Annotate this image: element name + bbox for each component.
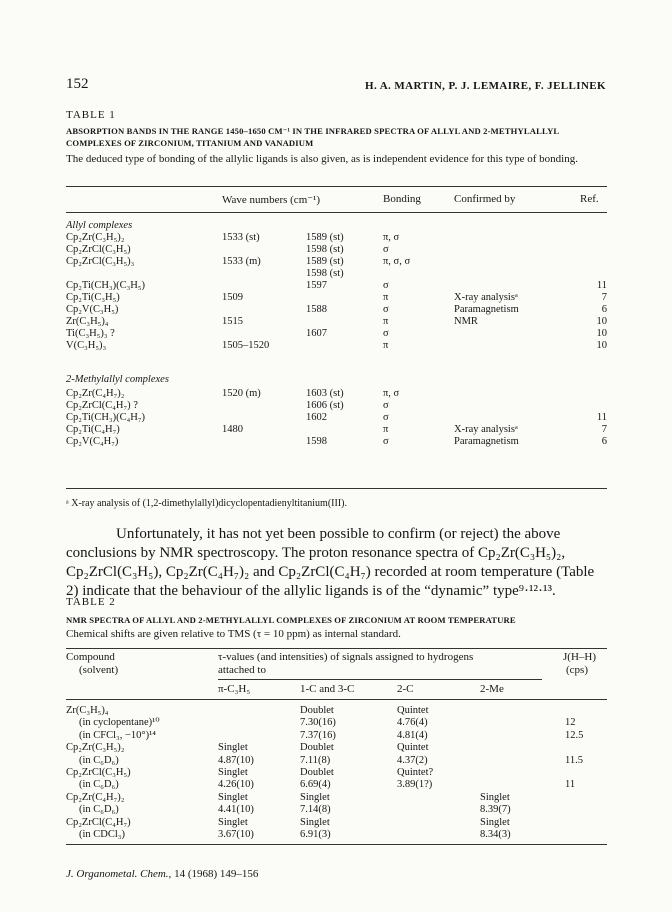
table1-cell-ref: 10 <box>596 328 607 339</box>
running-head: H. A. MARTIN, P. J. LEMAIRE, F. JELLINEK <box>365 80 606 92</box>
table2-cell-b: 3.89(1?) <box>397 779 433 791</box>
page-number: 152 <box>66 76 89 92</box>
table1-cell-w2: 1598 <box>306 436 327 447</box>
table1-cell-b: π, σ <box>383 388 400 399</box>
table1-cell-b: σ <box>383 304 389 315</box>
table2-cell-c: Cp₂Zr(C₃H₅)₂ <box>66 742 125 754</box>
table2-cell-c: (in C₆D₆) <box>79 804 119 816</box>
table2-cell-c: (in C₆D₆) <box>79 779 119 791</box>
table1-cell-b: σ <box>383 328 389 339</box>
table2-cell-j: 11.5 <box>565 754 583 766</box>
table1-cell-c: Cp₂ZrCl(C₄H₇) ? <box>66 400 138 411</box>
table1-cell-c: Cp₂ZrCl(C₃H₅) <box>66 244 131 255</box>
table1-cell-w2: 1588 <box>306 304 327 315</box>
table2-caption: Chemical shifts are given relative to TMS (τ = 10 ppm) as internal standard. <box>66 628 401 640</box>
table1-cell-conf: Paramagnetism <box>454 304 519 315</box>
table1-cell-ref: 7 <box>601 424 607 435</box>
table1-cell-w2: 1598 (st) <box>306 268 344 279</box>
table2-cell-p: 4.26(10) <box>218 779 254 791</box>
table1-cell-w1: 1515 <box>222 316 243 327</box>
table1-cell-b: π <box>383 316 389 327</box>
table1-header-rule <box>66 212 607 213</box>
table1-caption-caps: ABSORPTION BANDS IN THE RANGE 1450–1650 CM⁻¹ IN THE INFRARED SPECTRA OF ALLYL AND 2-METHYLALLYL COMPLEXES OF ZIRCONIUM, TITANIUM AND VANADIUM <box>66 126 559 148</box>
table2-subheader-2c: 2-C <box>397 683 414 695</box>
table2-cell-a: Singlet <box>300 791 330 803</box>
table1-footnote: ᵃ X-ray analysis of (1,2-dimethylallyl)dicyclopentadienyltitanium(III). <box>66 498 347 509</box>
table1-cell-ref: 7 <box>601 292 607 303</box>
table1-cell-b: σ <box>383 400 389 411</box>
table2-cell-m: Singlet <box>480 816 510 828</box>
table2-cell-b: 4.37(2) <box>397 754 428 766</box>
table1-header-confirmed: Confirmed by <box>454 193 516 205</box>
table2-header-rule <box>66 699 607 700</box>
table1-section-allyl: Allyl complexes <box>66 220 133 231</box>
table2-cell-b: 4.76(4) <box>397 717 428 729</box>
table2-cell-a: Doublet <box>300 705 334 716</box>
table2-label: TABLE 2 <box>66 596 116 608</box>
table2-cell-c: Cp₂Zr(C₄H₇)₂ <box>66 791 125 803</box>
table1-cell-ref: 11 <box>596 280 607 291</box>
table1-cell-w1: 1520 (m) <box>222 388 261 399</box>
journal-name: J. Organometal. Chem., <box>66 868 172 880</box>
table1-cell-ref: 6 <box>601 304 607 315</box>
table1-cell-b: π, σ, σ <box>383 256 411 267</box>
table2-subheader-2me: 2-Me <box>480 683 504 695</box>
table1-cell-conf: X-ray analysisᵃ <box>454 424 518 435</box>
table2-cell-c: (in CFCl₃, −10°)¹⁴ <box>79 729 156 741</box>
table2-cell-p: Singlet <box>218 742 248 754</box>
table2-cell-c: Cp₂ZrCl(C₄H₇) <box>66 816 131 828</box>
table1-cell-c: Cp₂Ti(C₃H₅) <box>66 292 120 303</box>
table2-cell-b: 4.81(4) <box>397 729 428 741</box>
table1-cell-conf: NMR <box>454 316 478 327</box>
table2-cell-m: 8.39(7) <box>480 804 511 816</box>
table1-cell-conf: Paramagnetism <box>454 436 519 447</box>
table1-cell-w2: 1606 (st) <box>306 400 344 411</box>
table1-cell-c: Cp₂V(C₃H₅) <box>66 304 119 315</box>
table2-subheader-1c3c: 1-C and 3-C <box>300 683 355 695</box>
table1-cell-w1: 1480 <box>222 424 243 435</box>
table2-subheader-rule <box>218 679 542 680</box>
table1-cell-ref: 10 <box>596 340 607 351</box>
table1-cell-b: π, σ <box>383 232 400 243</box>
table2-cell-p: Singlet <box>218 816 248 828</box>
table2-header-tau-line1: τ-values (and intensities) of signals assigned to hydrogens <box>218 651 474 663</box>
table1-cell-c: Cp₂Zr(C₄H₇)₂ <box>66 388 125 399</box>
table1-cell-w1: 1533 (st) <box>222 232 260 243</box>
table1-section-methylallyl: 2-Methylallyl complexes <box>66 374 169 385</box>
table2-bottom-rule <box>66 844 607 845</box>
table2-cell-a: 7.30(16) <box>300 717 336 729</box>
table1-cell-w2: 1589 (st) <box>306 232 344 243</box>
table1-top-rule <box>66 186 607 187</box>
table1-cell-w2: 1602 <box>306 412 327 423</box>
table1-cell-conf: X-ray analysisᵃ <box>454 292 518 303</box>
table1-cell-b: σ <box>383 412 389 423</box>
table1-cell-ref: 11 <box>596 412 607 423</box>
table1-header-ref: Ref. <box>580 193 599 205</box>
journal-footer <box>66 868 258 880</box>
table2-cell-c: (in cyclopentane)¹⁰ <box>79 717 160 729</box>
table2-cell-a: Doublet <box>300 742 334 754</box>
table2-cell-j: 12 <box>565 717 576 729</box>
table2-cell-p: Singlet <box>218 791 248 803</box>
table1-cell-w2: 1607 <box>306 328 327 339</box>
table1-header-bonding: Bonding <box>383 193 421 205</box>
table1-cell-c: Cp₂Ti(CH₃)(C₄H₇) <box>66 412 146 423</box>
table2-cell-p: Singlet <box>218 767 248 778</box>
table1-bottom-rule <box>66 488 607 489</box>
table1-cell-c: Ti(C₃H₅)₃ ? <box>66 328 115 339</box>
table1-cell-c: Cp₂Ti(CH₃)(C₃H₅) <box>66 280 146 291</box>
table2-cell-a: 6.91(3) <box>300 829 331 840</box>
journal-volume: 14 (1968) 149–156 <box>174 868 259 880</box>
table1-cell-w2: 1597 <box>306 280 327 291</box>
table2-cell-c: (in CDCl₃) <box>79 829 125 840</box>
table2-cell-j: 12.5 <box>565 729 584 741</box>
table2-cell-j: 11 <box>565 779 576 791</box>
table2-cell-p: 4.87(10) <box>218 754 254 766</box>
table2-header-cps: (cps) <box>566 664 588 676</box>
table2-cell-m: 8.34(3) <box>480 829 511 840</box>
table1-cell-c: V(C₃H₅)₃ <box>66 340 107 351</box>
table2-cell-a: 7.11(8) <box>300 754 331 766</box>
table1-cell-ref: 6 <box>601 436 607 447</box>
table2-header-tau-line2: attached to <box>218 664 266 676</box>
table1-cell-b: σ <box>383 244 389 255</box>
table1-cell-w2: 1598 (st) <box>306 244 344 255</box>
table2-cell-m: Singlet <box>480 791 510 803</box>
table2-cell-b: Quintet <box>397 705 429 716</box>
table1-cell-c: Cp₂ZrCl(C₃H₅)₃ <box>66 256 135 267</box>
table2-cell-a: Doublet <box>300 767 334 778</box>
table2-cell-c: Zr(C₃H₅)₄ <box>66 705 109 716</box>
table1-cell-b: π <box>383 424 389 435</box>
table2-cell-c: (in C₆D₆) <box>79 754 119 766</box>
table1-cell-w2: 1603 (st) <box>306 388 344 399</box>
table2-cell-b: Quintet? <box>397 767 434 778</box>
table1-cell-w1: 1505–1520 <box>222 340 270 351</box>
table1-label: TABLE 1 <box>66 109 116 121</box>
table2-cell-b: Quintet <box>397 742 429 754</box>
table2-top-rule <box>66 648 607 649</box>
table2-header-jhh: J(H–H) <box>563 651 596 663</box>
table1-cell-b: π <box>383 340 389 351</box>
table1-cell-b: σ <box>383 280 389 291</box>
table2-header-solvent: (solvent) <box>79 664 119 676</box>
table2-caption-caps: NMR SPECTRA OF ALLYL AND 2-METHYLALLYL COMPLEXES OF ZIRCONIUM AT ROOM TEMPERATURE <box>66 615 516 625</box>
table1-cell-w2: 1589 (st) <box>306 256 344 267</box>
body-paragraph <box>66 525 607 601</box>
table2-cell-a: Singlet <box>300 816 330 828</box>
table1-cell-ref: 10 <box>596 316 607 327</box>
table1-cell-c: Zr(C₃H₅)₄ <box>66 316 109 327</box>
table2-cell-c: Cp₂ZrCl(C₃H₅) <box>66 767 131 778</box>
table2-cell-a: 7.14(8) <box>300 804 331 816</box>
table1-cell-c: Cp₂Zr(C₃H₅)₂ <box>66 232 125 243</box>
table2-subheader-pi: π-C₃H₅ <box>218 683 251 695</box>
table2-cell-a: 6.69(4) <box>300 779 331 791</box>
table1-cell-b: π <box>383 292 389 303</box>
table1-cell-b: σ <box>383 436 389 447</box>
table1-caption: The deduced type of bonding of the allylic ligands is also given, as is independent evidence for this type of bonding. <box>66 153 578 165</box>
table2-cell-p: 4.41(10) <box>218 804 254 816</box>
body-paragraph-text: Unfortunately, it has not yet been possible to confirm (or reject) the above conclusions by NMR spectroscopy. The proton resonance spectra of Cp₂Zr(C₃H₅)₂, Cp₂ZrCl(C₃H₅), Cp₂Zr(C₄H₇)₂ and Cp₂ZrCl(C₄H₇) recorded at room temperature (Table 2) indicate that the behaviour of the allylic ligands is of the “dynamic” type⁹·¹²·¹³. <box>66 526 595 599</box>
table1-cell-c: Cp₂V(C₄H₇) <box>66 436 119 447</box>
table1-cell-w1: 1533 (m) <box>222 256 261 267</box>
table1-cell-w1: 1509 <box>222 292 243 303</box>
table1-cell-c: Cp₂Ti(C₄H₇) <box>66 424 120 435</box>
table2-cell-a: 7.37(16) <box>300 729 336 741</box>
table1-header-wave: Wave numbers (cm⁻¹) <box>222 194 321 206</box>
table2-header-compound: Compound <box>66 651 115 663</box>
table2-cell-p: 3.67(10) <box>218 829 254 840</box>
